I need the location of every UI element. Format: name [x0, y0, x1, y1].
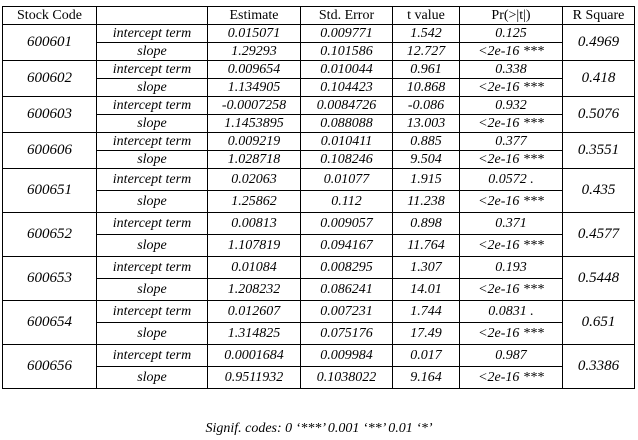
p-value: 0.338 [460, 61, 563, 79]
stock-code: 600656 [3, 345, 97, 389]
p-value: 0.125 [460, 25, 563, 43]
term: intercept term [97, 213, 208, 235]
term: slope [97, 79, 208, 97]
stock-code: 600653 [3, 257, 97, 301]
r-square: 0.5448 [563, 257, 635, 301]
term: slope [97, 191, 208, 213]
term: intercept term [97, 257, 208, 279]
header-r-square: R Square [563, 7, 635, 25]
p-value: <2e-16 *** [460, 79, 563, 97]
estimate: 1.314825 [208, 323, 301, 345]
std-error: 0.088088 [301, 115, 393, 133]
regression-table [2, 6, 635, 389]
table-row [3, 43, 635, 61]
t-value: 0.898 [393, 213, 460, 235]
std-error: 0.010044 [301, 61, 393, 79]
p-value: 0.377 [460, 133, 563, 151]
term: intercept term [97, 133, 208, 151]
table-row [3, 79, 635, 97]
estimate: 0.015071 [208, 25, 301, 43]
estimate: 0.009219 [208, 133, 301, 151]
estimate: 0.01084 [208, 257, 301, 279]
stock-code: 600652 [3, 213, 97, 257]
term: slope [97, 323, 208, 345]
estimate: 1.1453895 [208, 115, 301, 133]
table-row [3, 367, 635, 389]
stock-code: 600606 [3, 133, 97, 169]
estimate: 0.0001684 [208, 345, 301, 367]
p-value: <2e-16 *** [460, 279, 563, 301]
term: intercept term [97, 61, 208, 79]
p-value: 0.932 [460, 97, 563, 115]
stock-code: 600651 [3, 169, 97, 213]
r-square: 0.3551 [563, 133, 635, 169]
term: intercept term [97, 345, 208, 367]
term: intercept term [97, 301, 208, 323]
stock-code: 600654 [3, 301, 97, 345]
estimate: -0.0007258 [208, 97, 301, 115]
std-error: 0.009984 [301, 345, 393, 367]
p-value: <2e-16 *** [460, 235, 563, 257]
header-estimate: Estimate [208, 7, 301, 25]
p-value: 0.0572 . [460, 169, 563, 191]
p-value: <2e-16 *** [460, 191, 563, 213]
std-error: 0.101586 [301, 43, 393, 61]
t-value: 1.542 [393, 25, 460, 43]
t-value: 14.01 [393, 279, 460, 301]
std-error: 0.112 [301, 191, 393, 213]
table-row [3, 235, 635, 257]
std-error: 0.010411 [301, 133, 393, 151]
t-value: 1.744 [393, 301, 460, 323]
table-row [3, 213, 635, 235]
term: slope [97, 235, 208, 257]
term: slope [97, 279, 208, 301]
table-row [3, 301, 635, 323]
std-error: 0.008295 [301, 257, 393, 279]
std-error: 0.075176 [301, 323, 393, 345]
p-value: 0.193 [460, 257, 563, 279]
estimate: 1.107819 [208, 235, 301, 257]
term: slope [97, 151, 208, 169]
std-error: 0.0084726 [301, 97, 393, 115]
table-row [3, 191, 635, 213]
table-row [3, 279, 635, 301]
t-value: -0.086 [393, 97, 460, 115]
std-error: 0.007231 [301, 301, 393, 323]
table-row [3, 345, 635, 367]
estimate: 1.028718 [208, 151, 301, 169]
p-value: <2e-16 *** [460, 115, 563, 133]
p-value: <2e-16 *** [460, 367, 563, 389]
estimate: 1.25862 [208, 191, 301, 213]
signif-codes-footnote: Signif. codes: 0 ‘***’ 0.001 ‘**’ 0.01 ‘*’ [205, 421, 433, 436]
table-row [3, 257, 635, 279]
header-stock-code: Stock Code [3, 7, 97, 25]
std-error: 0.086241 [301, 279, 393, 301]
p-value: <2e-16 *** [460, 43, 563, 61]
p-value: 0.371 [460, 213, 563, 235]
t-value: 17.49 [393, 323, 460, 345]
r-square: 0.4969 [563, 25, 635, 61]
table-row [3, 169, 635, 191]
term: slope [97, 43, 208, 61]
t-value: 10.868 [393, 79, 460, 97]
t-value: 9.504 [393, 151, 460, 169]
r-square: 0.418 [563, 61, 635, 97]
r-square: 0.651 [563, 301, 635, 345]
table-row [3, 115, 635, 133]
table-row [3, 97, 635, 115]
table-row [3, 25, 635, 43]
p-value: <2e-16 *** [460, 151, 563, 169]
t-value: 9.164 [393, 367, 460, 389]
term: slope [97, 115, 208, 133]
term: intercept term [97, 97, 208, 115]
p-value: <2e-16 *** [460, 323, 563, 345]
t-value: 0.017 [393, 345, 460, 367]
stock-code: 600603 [3, 97, 97, 133]
estimate: 0.00813 [208, 213, 301, 235]
std-error: 0.104423 [301, 79, 393, 97]
t-value: 11.764 [393, 235, 460, 257]
std-error: 0.009771 [301, 25, 393, 43]
estimate: 1.208232 [208, 279, 301, 301]
header-p-value: Pr(>|t|) [460, 7, 563, 25]
t-value: 1.307 [393, 257, 460, 279]
p-value: 0.0831 . [460, 301, 563, 323]
r-square: 0.3386 [563, 345, 635, 389]
header-row [3, 7, 635, 25]
r-square: 0.435 [563, 169, 635, 213]
t-value: 1.915 [393, 169, 460, 191]
t-value: 11.238 [393, 191, 460, 213]
std-error: 0.094167 [301, 235, 393, 257]
std-error: 0.108246 [301, 151, 393, 169]
stock-code: 600602 [3, 61, 97, 97]
table-row [3, 133, 635, 151]
estimate: 0.009654 [208, 61, 301, 79]
table-row [3, 151, 635, 169]
stock-code: 600601 [3, 25, 97, 61]
r-square: 0.4577 [563, 213, 635, 257]
term: slope [97, 367, 208, 389]
header-t-value: t value [393, 7, 460, 25]
header-term [97, 7, 208, 25]
r-square: 0.5076 [563, 97, 635, 133]
t-value: 12.727 [393, 43, 460, 61]
estimate: 0.9511932 [208, 367, 301, 389]
term: intercept term [97, 169, 208, 191]
estimate: 0.012607 [208, 301, 301, 323]
std-error: 0.1038022 [301, 367, 393, 389]
table-row [3, 61, 635, 79]
header-std-error: Std. Error [301, 7, 393, 25]
p-value: 0.987 [460, 345, 563, 367]
t-value: 13.003 [393, 115, 460, 133]
t-value: 0.961 [393, 61, 460, 79]
t-value: 0.885 [393, 133, 460, 151]
estimate: 1.134905 [208, 79, 301, 97]
std-error: 0.01077 [301, 169, 393, 191]
estimate: 1.29293 [208, 43, 301, 61]
term: intercept term [97, 25, 208, 43]
std-error: 0.009057 [301, 213, 393, 235]
table-row [3, 323, 635, 345]
estimate: 0.02063 [208, 169, 301, 191]
